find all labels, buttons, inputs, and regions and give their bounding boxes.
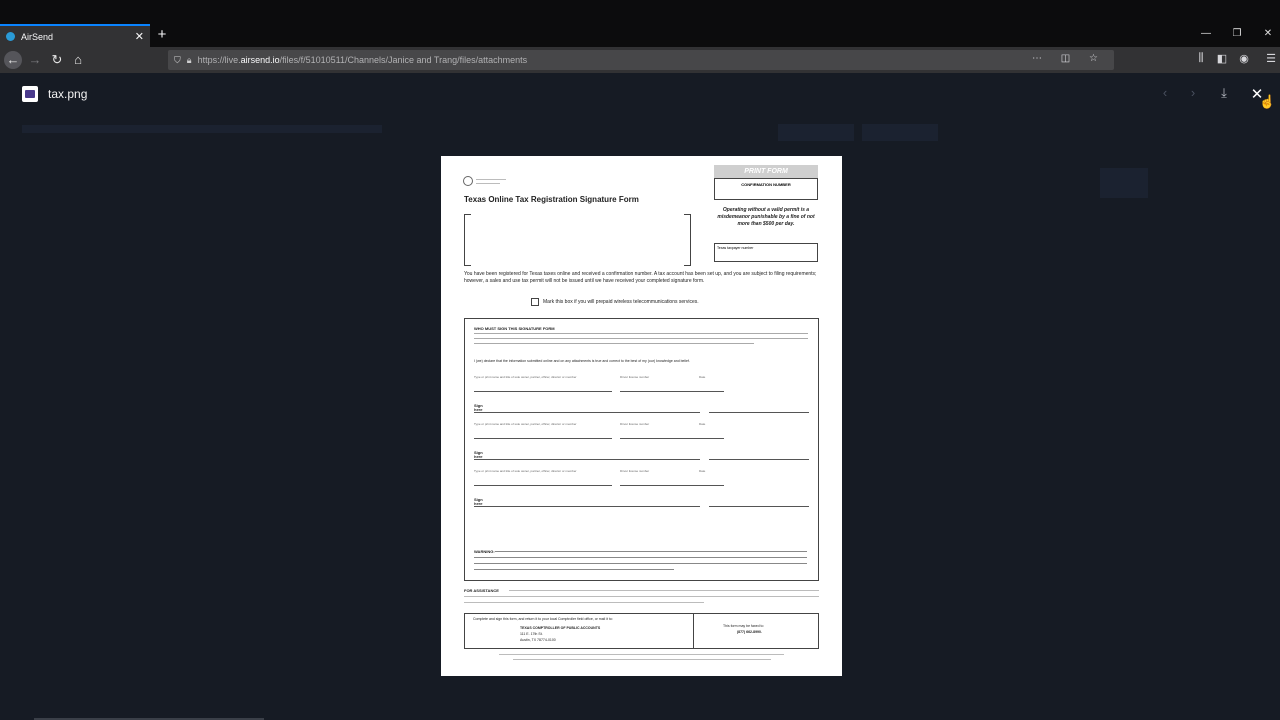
- url-text: https://live.airsend.io/files/f/51010511/Channels/Janice and Trang/files/attachments: [197, 55, 528, 65]
- name-line[interactable]: [474, 485, 612, 486]
- minimize-window-icon[interactable]: —: [1201, 28, 1211, 39]
- viewer-header: [22, 86, 87, 102]
- background-ghost: [778, 124, 854, 141]
- form-title: Texas Online Tax Registration Signature Form: [464, 195, 639, 204]
- print-form-button[interactable]: PRINT FORM: [714, 165, 818, 178]
- taxpayer-number-box: Texas taxpayer number: [714, 243, 818, 262]
- signature-section: WHO MUST SIGN THIS SIGNATURE FORM I (we) declare that the information submitted online and on any attachments is true and correct to the best of my (our) knowledge and belief. Type or print name and title of sole owner, partner, officer, director or member Driver license number Date Sign here Type or print name and title of sole owner, partner, officer, director or member Driver license number Date Sign here Type or print name and title of sole owner, partner, officer, director or member Driver license number Date Sign here WARNING:: [464, 318, 819, 581]
- date-line[interactable]: [709, 506, 809, 507]
- sign-here-marker: Sign here: [474, 403, 483, 412]
- address-box: [464, 214, 691, 266]
- checkbox-label: Mark this box if you will prepaid wireless telecommunications services.: [543, 299, 699, 305]
- forward-arrow-icon[interactable]: →: [28, 52, 42, 67]
- name-line[interactable]: [474, 438, 612, 439]
- mailing-box: Complete and sign this form, and return it to your local Comptroller field office, or mail it to: TEXAS COMPTROLLER OF PUBLIC ACCOUNTS 111 E. 17th St. Austin, TX 78774-0100 This form may be faxed to (877) 662-8990.: [464, 613, 819, 649]
- document-preview: [441, 156, 842, 676]
- url-bar[interactable]: [168, 50, 1114, 70]
- permit-warning: Operating without a valid permit is a misdemeanor punishable by a fine of not more than $500 per day.: [717, 207, 815, 227]
- comptroller-seal-icon: [463, 176, 473, 186]
- lock-icon[interactable]: 🔒︎: [186, 54, 192, 65]
- assistance-title: FOR ASSISTANCE: [464, 588, 499, 593]
- close-viewer-icon[interactable]: ✕: [1250, 86, 1264, 103]
- browser-tab-bar: [0, 0, 1280, 47]
- menu-hamburger-icon[interactable]: ☰: [1266, 53, 1276, 65]
- browser-tab[interactable]: [0, 24, 150, 47]
- background-ghost: [862, 124, 938, 141]
- home-icon[interactable]: ⌂: [74, 52, 82, 67]
- date-line[interactable]: [709, 459, 809, 460]
- shield-icon[interactable]: ⛉: [174, 54, 181, 65]
- download-icon[interactable]: ⤓: [1221, 85, 1227, 100]
- browser-nav-bar: [0, 47, 1280, 73]
- signature-line[interactable]: [474, 412, 700, 413]
- name-line[interactable]: [474, 391, 612, 392]
- signature-line[interactable]: [474, 506, 700, 507]
- close-tab-icon[interactable]: ✕: [134, 31, 144, 43]
- back-arrow-icon[interactable]: ←: [4, 51, 22, 69]
- page-actions-icons[interactable]: ⋯ ◫ ☆: [1032, 53, 1106, 64]
- previous-chevron-icon[interactable]: ‹: [1162, 85, 1168, 100]
- license-line[interactable]: [620, 485, 724, 486]
- image-file-icon: [22, 86, 38, 102]
- account-icon[interactable]: ◉: [1239, 53, 1249, 65]
- restore-window-icon[interactable]: ❐: [1232, 28, 1242, 39]
- background-ghost: [1100, 168, 1148, 198]
- close-window-icon[interactable]: ✕: [1263, 28, 1273, 39]
- tab-title: AirSend: [21, 31, 54, 42]
- signature-line[interactable]: [474, 459, 700, 460]
- reload-icon[interactable]: ↻: [51, 52, 63, 67]
- hand-cursor-icon: ☝: [1259, 94, 1276, 109]
- confirmation-number-box: CONFIRMATION NUMBER: [714, 178, 818, 200]
- warning-title: WARNING:: [474, 549, 495, 554]
- sign-here-marker: Sign here: [474, 450, 483, 459]
- wireless-checkbox[interactable]: [531, 298, 539, 306]
- background-ghost: [22, 125, 382, 133]
- sign-here-marker: Sign here: [474, 497, 483, 506]
- date-line[interactable]: [709, 412, 809, 413]
- new-tab-plus-icon[interactable]: +: [157, 26, 167, 43]
- license-line[interactable]: [620, 438, 724, 439]
- file-name: tax.png: [48, 87, 88, 101]
- library-icon[interactable]: ⫼: [1198, 52, 1204, 64]
- sidebar-icon[interactable]: ◧: [1216, 53, 1228, 65]
- intro-paragraph: You have been registered for Texas taxes online and received a confirmation number. A tax account has been set up, and you are subject to filing requirements; however, a sales and use tax permit will not be issued until we have received your completed signature form.: [464, 271, 817, 284]
- airsend-favicon-icon: [6, 32, 15, 41]
- license-line[interactable]: [620, 391, 724, 392]
- next-chevron-icon[interactable]: ›: [1190, 85, 1196, 100]
